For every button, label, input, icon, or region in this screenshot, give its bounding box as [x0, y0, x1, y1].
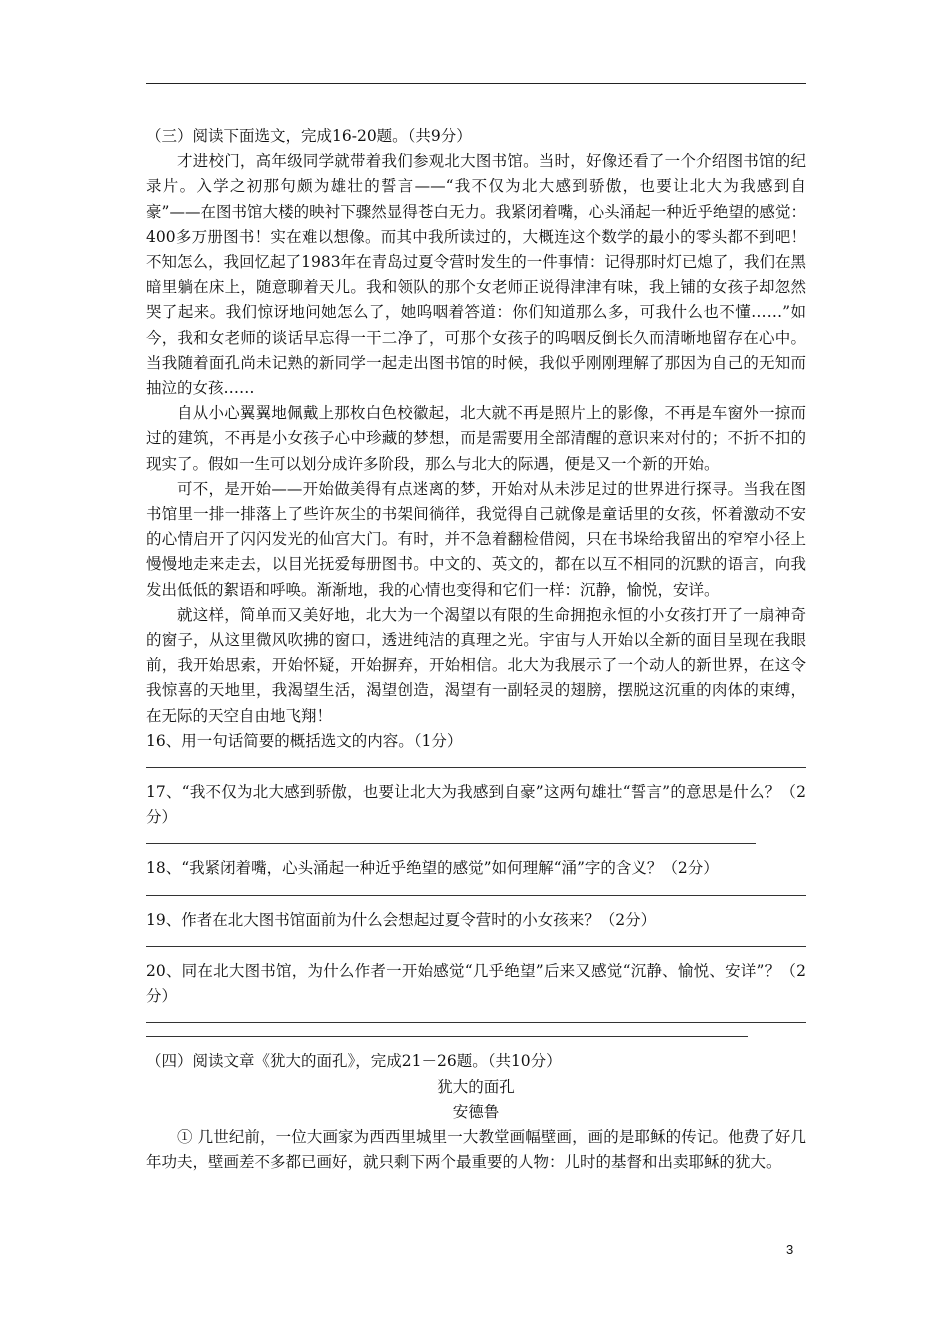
section3-paragraph: 可不，是开始——开始做美得有点迷离的梦，开始对从未涉足过的世界进行探寻。当我在图书馆里一排一排落上了些许灰尘的书架间徜徉，我觉得自己就像是童话里的女孩，怀着激动不安的心情启开了闪闪发光的仙宫大门。有时，并不急着翻检借阅，只在书垛给我留出的窄窄小径上慢慢地走来走去，以目光抚爱每册图书。中文的、英文的，都在以互不相同的沉默的语言，向我发出低低的絮语和呼唤。渐渐地，我的心情也变得和它们一样：沉静，愉悦，安详。 [146, 479, 806, 599]
section4-header: （四）阅读文章《犹大的面孔》，完成21－26题。（共10分） [146, 1052, 562, 1071]
article-paragraph: ① 几世纪前，一位大画家为西西里城里一大教堂画幅壁画，画的是耶稣的传记。他费了好几年功夫，壁画差不多都已画好，就只剩下两个最重要的人物：儿时的基督和出卖耶稣的犹大。 [146, 1127, 806, 1172]
answer-line[interactable] [146, 843, 756, 844]
section3-header: （三）阅读下面选文，完成16-20题。（共9分） [146, 127, 472, 145]
answer-line[interactable] [146, 1022, 806, 1023]
section3-paragraph: 就这样，简单而又美好地，北大为一个渴望以有限的生命拥抱永恒的小女孩打开了一扇神奇的窗子，从这里微风吹拂的窗口，透进纯洁的真理之光。宇宙与人开始以全新的面目呈现在我眼前，我开始思索，开始怀疑，开始摒弃，开始相信。北大为我展示了一个动人的新世界，在这令我惊喜的天地里，我渴望生活，渴望创造，渴望有一副轻灵的翅膀，摆脱这沉重的肉体的束缚，在无际的天空自由地飞翔！ [146, 605, 806, 725]
article-title: 犹大的面孔 [437, 1077, 515, 1096]
section3-paragraph: 自从小心翼翼地佩戴上那枚白色校徽起，北大就不再是照片上的影像，不再是车窗外一掠而过的建筑，不再是小女孩子心中珍藏的梦想，而是需要用全部清醒的意识来对付的；不折不扣的现实了。假如一生可以划分成许多阶段，那么与北大的际遇，便是又一个新的开始。 [146, 404, 806, 473]
article-author: 安德鲁 [452, 1102, 500, 1121]
question-20: 20、同在北大图书馆，为什么作者一开始感觉“几乎绝望”后来又感觉“沉静、愉悦、安详”？（2分） [146, 961, 806, 1006]
page-number: 3 [786, 1242, 794, 1257]
answer-line[interactable] [146, 1036, 748, 1037]
section3-paragraph: 才进校门，高年级同学就带着我们参观北大图书馆。当时，好像还看了一个介绍图书馆的纪录片。入学之初那句颇为雄壮的誓言——“我不仅为北大感到骄傲，也要让北大为我感到自豪”——在图书馆大楼的映衬下骤然显得苍白无力。我紧闭着嘴，心头涌起一种近乎绝望的感觉：400多万册图书！实在难以想像。而其中我所读过的，大概连这个数学的最小的零头都不到吧！不知怎么，我回忆起了1983年在青岛过夏令营时发生的一件事情：记得那时灯已熄了，我们在黑暗里躺在床上，随意聊着天儿。我和领队的那个女老师正说得津津有味，我上铺的女孩子却忽然哭了起来。我们惊讶地问她怎么了，她呜咽着答道：你们知道那么多，可我什么也不懂……”如今，我和女老师的谈话早忘得一干二净了，可那个女孩子的呜咽反倒长久而清晰地留存在心中。当我随着面孔尚未记熟的新同学一起走出图书馆的时候，我似乎刚刚理解了那因为自己的无知而抽泣的女孩…… [146, 152, 806, 398]
question-16: 16、用一句话简要的概括选文的内容。（1分） [146, 731, 463, 750]
answer-line[interactable] [146, 946, 806, 947]
answer-line[interactable] [146, 767, 806, 768]
question-17: 17、“我不仅为北大感到骄傲，也要让北大为我感到自豪”这两句雄壮“誓言”的意思是什么？（2分） [146, 783, 806, 827]
top-rule [146, 83, 806, 84]
question-18: 18、“我紧闭着嘴，心头涌起一种近乎绝望的感觉”如何理解“涌”字的含义？（2分） [146, 859, 719, 878]
document-body [146, 124, 806, 1175]
answer-line[interactable] [146, 895, 806, 896]
question-19: 19、作者在北大图书馆面前为什么会想起过夏令营时的小女孩来？（2分） [146, 910, 657, 929]
